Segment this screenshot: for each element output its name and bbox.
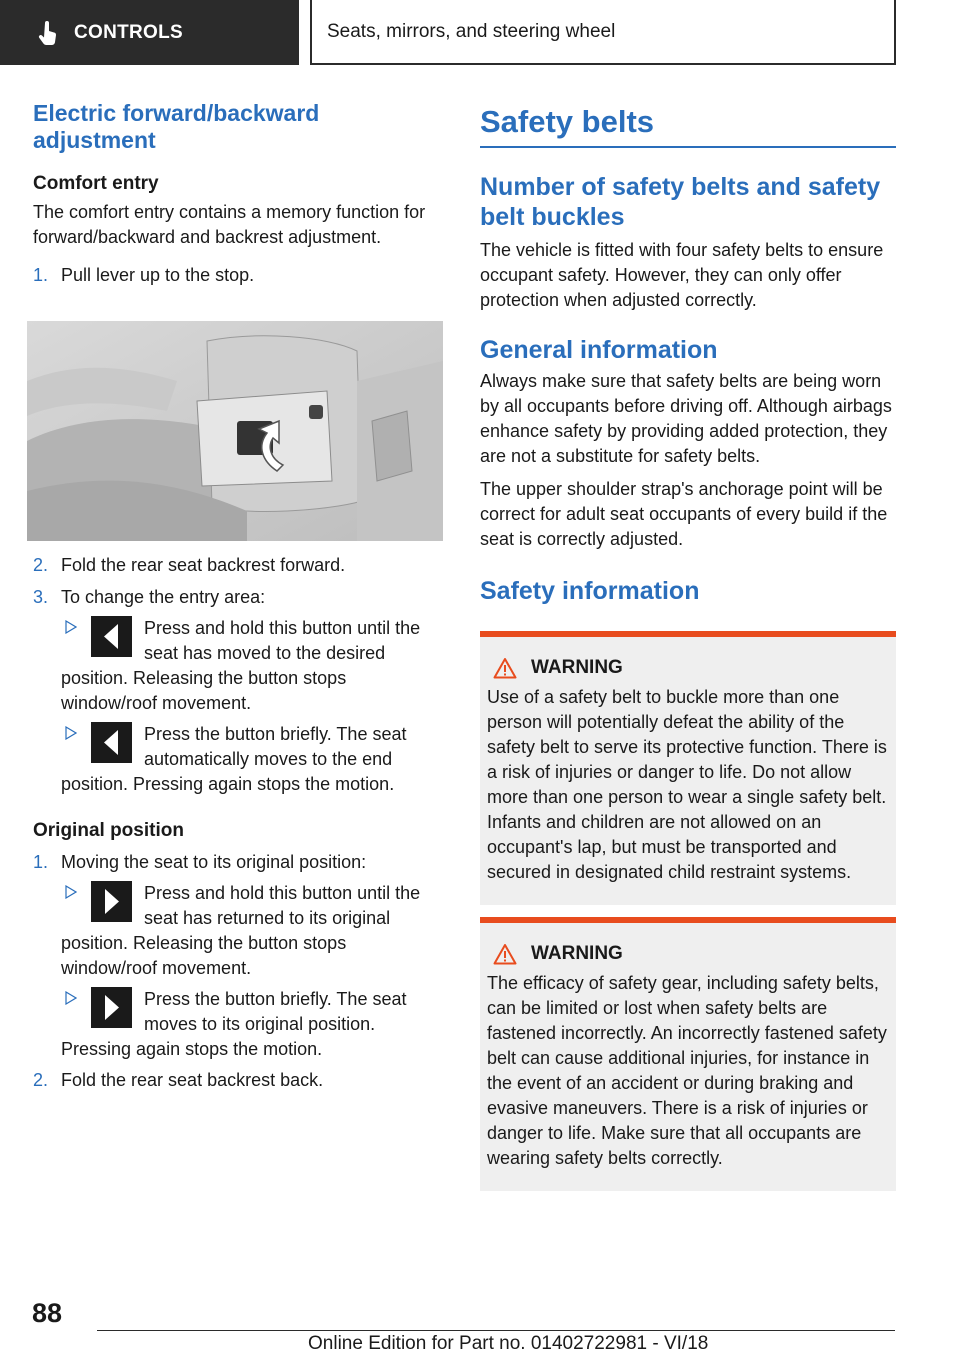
right-column [480,100,896,1191]
step-text: To change the entry area: [61,587,266,607]
subsection-heading: General information [480,336,718,364]
seat-forward-button-icon [91,881,132,922]
seat-back-button-icon [91,616,132,657]
step-number: 1. [33,265,49,285]
step-1 [33,263,445,288]
warning-box [480,917,896,1191]
warning-title: WARNING [531,943,623,964]
warning-triangle-icon [493,657,517,679]
step-text: Fold the rear seat backrest back. [61,1070,324,1090]
warning-text: The efficacy of safety gear, including safety belts, can be limited or lost when safety belts are fastened incorrectly. An incorrectly fastened safety belt can cause additional injuries, for instance in the event of an accident or during braking and evasive maneuvers. There is a risk of injuries or danger to life. Make sure that all occupants are wearing safety belts correctly. [487,973,887,1168]
warning-header [493,657,888,679]
step-2 [33,553,445,578]
comfort-entry-text: The comfort entry contains a memory function for forward/backward and backrest adjustment. [33,202,426,247]
list-item-text: Press and hold this button until the seat has moved to the desired position. Releasing the button stops window/roof movement. [61,618,421,713]
step-3 [33,585,445,610]
step-text: Fold the rear seat backrest forward. [61,555,346,575]
triangle-bullet-icon [65,620,77,634]
triangle-bullet-icon [65,726,77,740]
subsection-text: Always make sure that safety belts are being worn by all occupants before driving off. Although airbags enhance safety by providing added protection, they are not a substitute for safety belts. [480,371,892,466]
triangle-bullet-icon [65,885,77,899]
step-text: Moving the seat to its original position: [61,852,367,872]
footer-edition: Online Edition for Part no. 01402722981 - VI/18 [308,1333,709,1354]
warning-title: WARNING [531,657,623,678]
subsection-heading: Number of safety belts and safety belt buckles [480,173,881,231]
page-number: 88 [32,1298,63,1328]
left-column [33,100,445,288]
step-number: 2. [33,555,49,575]
list-item-text: Press and hold this button until the seat has returned to its original position. Releasing the button stops window/roof movement. [61,883,421,978]
seat-forward-button-icon [91,987,132,1028]
subsection-heading: Safety information [480,577,700,605]
list-item-text: Press the button briefly. The seat automatically moves to the end position. Pressing again stops the motion. [61,724,407,794]
left-column-lower [33,553,445,1093]
subsection-text: The vehicle is fitted with four safety belts to ensure occupant safety. However, they can only offer protection when adjusted correctly. [480,240,884,310]
comfort-entry-heading: Comfort entry [33,173,159,194]
warning-triangle-icon [493,943,517,965]
hand-pointer-icon [38,21,58,45]
list-item [61,616,445,716]
section-tab [0,0,299,65]
list-item [61,722,445,797]
chapter-title: Seats, mirrors, and steering wheel [310,0,896,65]
list-item-text: Press the button briefly. The seat moves to its original position. Pressing again stops the motion. [61,989,407,1059]
footer-divider [97,1330,895,1331]
seat-lever-illustration [27,321,443,541]
step-text: Pull lever up to the stop. [61,265,255,285]
step-number: 3. [33,587,49,607]
step-number: 1. [33,852,49,872]
orig-step-1 [33,850,445,875]
subsection-text: The upper shoulder strap's anchorage point will be correct for adult seat occupants of every build if the seat is correctly adjusted. [480,479,888,549]
orig-step-2 [33,1068,445,1093]
section-heading: Electric forward/backward adjustment [33,100,320,153]
section-label: CONTROLS [74,21,184,43]
warning-text: Use of a safety belt to buckle more than one person will potentially defeat the ability of the safety belt to serve its protective function. There is a risk of injuries or danger to life. Do not allow more than one person to wear a single safety belt. Infants and children are not allowed on an occupant's lap, but must be transported and secured in designated child restraint systems. [487,687,887,882]
warning-header [493,943,888,965]
list-item [61,881,445,981]
seat-back-button-icon [91,722,132,763]
step-number: 2. [33,1070,49,1090]
page-title: Safety belts [480,100,896,148]
list-item [61,987,445,1062]
triangle-bullet-icon [65,991,77,1005]
original-position-heading: Original position [33,820,184,841]
warning-box [480,631,896,905]
